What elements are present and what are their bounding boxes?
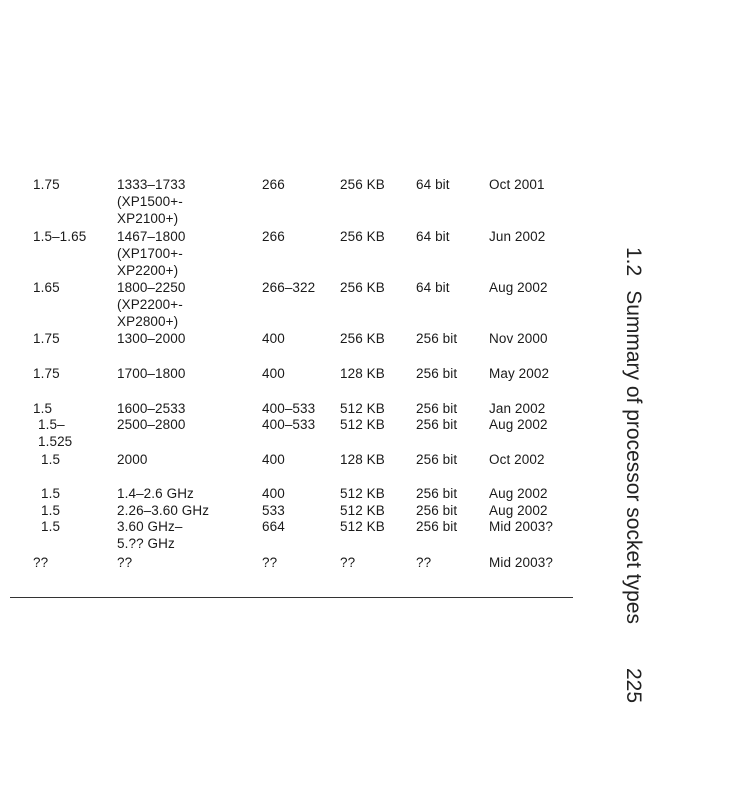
- date-cell: Aug 2002: [489, 280, 548, 295]
- cache-cell: 256 KB: [340, 177, 385, 192]
- bus-cell: ??: [416, 555, 432, 570]
- bus-cell: 256 bit: [416, 417, 458, 432]
- voltage-cell: 1.5: [41, 503, 61, 518]
- cache-cell: 512 KB: [340, 401, 385, 416]
- bus-cell: 256 bit: [416, 486, 458, 501]
- speed-cell: 1.4–2.6 GHz: [117, 486, 194, 501]
- bus-cell: 256 bit: [416, 401, 458, 416]
- date-cell: Oct 2001: [489, 177, 545, 192]
- fsb-cell: ??: [262, 555, 278, 570]
- fsb-cell: 266: [262, 229, 285, 244]
- cache-cell: 512 KB: [340, 417, 385, 432]
- voltage-cell: 1.75: [33, 177, 60, 192]
- speed-cell: ??: [117, 555, 133, 570]
- cache-cell: 256 KB: [340, 280, 385, 295]
- bus-cell: 256 bit: [416, 519, 458, 534]
- cache-cell: 256 KB: [340, 331, 385, 346]
- speed-cell: 1300–2000: [117, 331, 186, 346]
- speed-cell: 1800–2250 (XP2200+- XP2800+): [117, 280, 186, 329]
- voltage-cell: 1.5: [41, 519, 61, 534]
- bus-cell: 64 bit: [416, 177, 450, 192]
- speed-cell: 2000: [117, 452, 148, 467]
- date-cell: Oct 2002: [489, 452, 545, 467]
- cache-cell: 128 KB: [340, 366, 385, 381]
- date-cell: May 2002: [489, 366, 550, 381]
- date-cell: Aug 2002: [489, 503, 548, 518]
- bus-cell: 64 bit: [416, 229, 450, 244]
- speed-cell: 3.60 GHz– 5.?? GHz: [117, 519, 183, 551]
- bus-cell: 256 bit: [416, 503, 458, 518]
- fsb-cell: 400: [262, 331, 285, 346]
- bus-cell: 64 bit: [416, 280, 450, 295]
- fsb-cell: 266: [262, 177, 285, 192]
- bus-cell: 256 bit: [416, 331, 458, 346]
- fsb-cell: 266–322: [262, 280, 316, 295]
- voltage-cell: 1.5: [41, 452, 61, 467]
- fsb-cell: 664: [262, 519, 285, 534]
- table-bottom-rule: [10, 597, 573, 598]
- voltage-cell: 1.75: [33, 331, 60, 346]
- date-cell: Mid 2003?: [489, 519, 553, 534]
- bus-cell: 256 bit: [416, 366, 458, 381]
- fsb-cell: 533: [262, 503, 285, 518]
- voltage-cell: 1.75: [33, 366, 60, 381]
- cache-cell: 512 KB: [340, 503, 385, 518]
- date-cell: Nov 2000: [489, 331, 548, 346]
- speed-cell: 1333–1733 (XP1500+- XP2100+): [117, 177, 186, 226]
- section-number: 1.2: [622, 247, 645, 277]
- cache-cell: 512 KB: [340, 519, 385, 534]
- fsb-cell: 400–533: [262, 417, 316, 432]
- date-cell: Mid 2003?: [489, 555, 553, 570]
- speed-cell: 1700–1800: [117, 366, 186, 381]
- fsb-cell: 400: [262, 486, 285, 501]
- date-cell: Aug 2002: [489, 486, 548, 501]
- cache-cell: 256 KB: [340, 229, 385, 244]
- date-cell: Jan 2002: [489, 401, 546, 416]
- voltage-cell: 1.65: [33, 280, 60, 295]
- cache-cell: 512 KB: [340, 486, 385, 501]
- voltage-cell: 1.5– 1.525: [38, 417, 73, 449]
- cache-cell: ??: [340, 555, 356, 570]
- voltage-cell: 1.5: [33, 401, 53, 416]
- date-cell: Jun 2002: [489, 229, 546, 244]
- speed-cell: 1467–1800 (XP1700+- XP2200+): [117, 229, 186, 278]
- running-header: [618, 245, 648, 704]
- speed-cell: 1600–2533: [117, 401, 186, 416]
- date-cell: Aug 2002: [489, 417, 548, 432]
- cache-cell: 128 KB: [340, 452, 385, 467]
- fsb-cell: 400: [262, 366, 285, 381]
- section-title: Summary of processor socket types: [622, 290, 645, 624]
- speed-cell: 2.26–3.60 GHz: [117, 503, 210, 518]
- fsb-cell: 400: [262, 452, 285, 467]
- fsb-cell: 400–533: [262, 401, 316, 416]
- bus-cell: 256 bit: [416, 452, 458, 467]
- voltage-cell: ??: [33, 555, 49, 570]
- voltage-cell: 1.5–1.65: [33, 229, 87, 244]
- page-number: 225: [622, 668, 645, 704]
- speed-cell: 2500–2800: [117, 417, 186, 432]
- voltage-cell: 1.5: [41, 486, 61, 501]
